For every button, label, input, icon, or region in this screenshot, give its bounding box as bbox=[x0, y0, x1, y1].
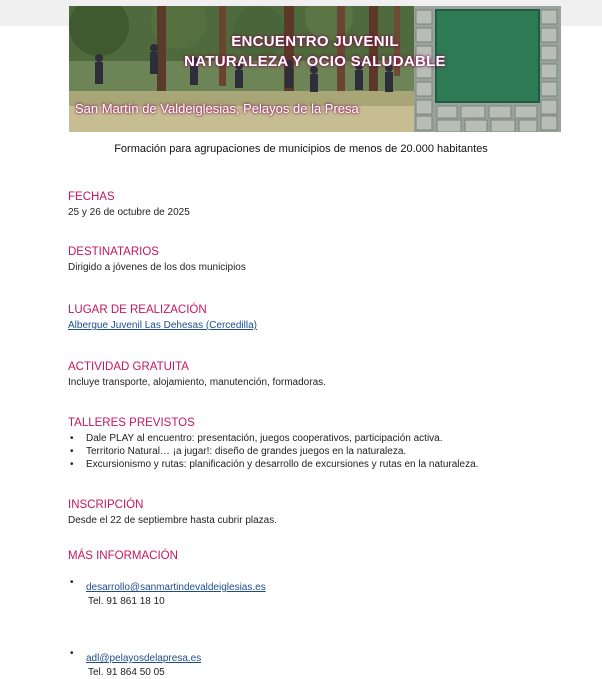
lugar-heading: LUGAR DE REALIZACIÓN bbox=[68, 304, 207, 316]
subtitle: Formación para agrupaciones de municipios de menos de 20.000 habitantes bbox=[114, 143, 488, 155]
destinatarios-heading: DESTINATARIOS bbox=[68, 246, 159, 258]
actividad-text: Incluye transporte, alojamiento, manutención, formadoras. bbox=[68, 377, 326, 388]
banner-title-line1: ENCUENTRO JUVENIL bbox=[231, 33, 399, 50]
inscripcion-heading: INSCRIPCIÓN bbox=[68, 499, 144, 511]
list-item: • Dale PLAY al encuentro: presentación, juegos cooperativos, participación activa. bbox=[68, 432, 478, 445]
section-lugar bbox=[68, 303, 257, 332]
banner-location: San Martín de Valdeiglesias, Pelayos de la Presa bbox=[75, 101, 359, 116]
destinatarios-text: Dirigido a jóvenes de los dos municipios bbox=[68, 262, 246, 273]
lugar-link[interactable]: Albergue Juvenil Las Dehesas (Cercedilla) bbox=[68, 320, 257, 331]
contact-1 bbox=[68, 577, 602, 608]
actividad-heading: ACTIVIDAD GRATUITA bbox=[68, 361, 189, 373]
banner-title-line2: NATURALEZA Y OCIO SALUDABLE bbox=[184, 53, 446, 70]
section-fechas bbox=[68, 190, 190, 219]
section-actividad bbox=[68, 360, 326, 389]
section-inscripcion bbox=[68, 498, 277, 527]
section-destinatarios bbox=[68, 245, 246, 274]
fechas-heading: FECHAS bbox=[68, 191, 115, 203]
talleres-list bbox=[68, 432, 478, 471]
email-link-1[interactable]: desarrollo@sanmartindevaldeiglesias.es bbox=[86, 582, 266, 593]
inscripcion-text: Desde el 22 de septiembre hasta cubrir plazas. bbox=[68, 515, 278, 526]
info-heading: MÁS INFORMACIÓN bbox=[68, 550, 178, 562]
section-info bbox=[68, 549, 178, 563]
section-talleres bbox=[68, 416, 478, 471]
talleres-heading: TALLERES PREVISTOS bbox=[68, 417, 195, 429]
phone-1: Tel. 91 861 18 10 bbox=[88, 596, 165, 607]
bullet-icon: • bbox=[70, 648, 74, 659]
list-item: • Territorio Natural… ¡a jugar!: diseño de grandes juegos en la naturaleza. bbox=[68, 445, 478, 458]
email-link-2[interactable]: adl@pelayosdelapresa.es bbox=[86, 653, 202, 664]
bullet-icon: • bbox=[70, 577, 74, 588]
contact-2 bbox=[68, 648, 602, 679]
list-item: • Excursionismo y rutas: planificación y desarrollo de excursiones y rutas en la naturaleza. bbox=[68, 458, 478, 471]
phone-2: Tel. 91 864 50 05 bbox=[88, 667, 165, 678]
fechas-text: 25 y 26 de octubre de 2025 bbox=[68, 207, 190, 218]
banner-image bbox=[69, 6, 561, 132]
